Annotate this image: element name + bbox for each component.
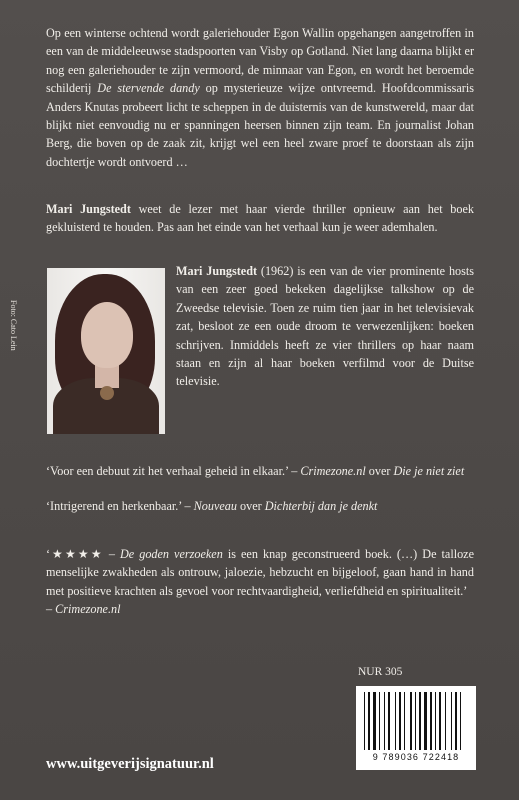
bio-text: (1962) is een van de vier prominente hosts van een zeer goed bekeken dagelijkse talkshow op de Zweedse televisie. Toen ze ruim tien jaar in het televisievak zat, besloot ze een oude droom te verwezenlijken: boeken schrijven. Inmiddels heeft ze vier thrillers op haar naam staan en zijn al haar boeken verfilmd voor de Duitse televisie. <box>176 264 474 389</box>
bio-author-name: Mari Jungstedt <box>176 264 258 278</box>
review-book-title: De goden verzoeken <box>119 547 223 561</box>
quote-connector: over <box>236 499 265 513</box>
author-name: Mari Jungstedt <box>46 202 131 216</box>
review-text: is een knap geconstrueerd boek. (…) De talloze menselijke zwakheden als ontrouw, jaloezie, hebzucht en bijgeloof, gaan hand in hand met positieve krachten als gevoel voor rechtvaardigheid, verliefdheid en spiritualiteit.’ <box>46 547 475 598</box>
author-intro-text: weet de lezer met haar vierde thriller opnieuw aan het boek gekluisterd te houden. Pas aan het einde van het verhaal kun je weer ademhalen. <box>46 202 474 235</box>
press-quote <box>46 497 474 515</box>
review-source: Crimezone.nl <box>55 602 121 617</box>
photo-credit: Foto: Cato Lein <box>9 300 18 351</box>
publisher-website[interactable]: www.uitgeverijsignatuur.nl <box>46 756 214 772</box>
author-photo <box>47 268 165 434</box>
author-intro-paragraph <box>46 200 474 237</box>
quote-text: ‘Voor een debuut zit het verhaal geheid in elkaar.’ – <box>46 464 301 478</box>
isbn-barcode <box>356 686 476 770</box>
quote-book-title: Dichterbij dan je denkt <box>264 499 378 513</box>
nur-code: NUR 305 <box>358 666 403 678</box>
synopsis-paragraph <box>46 24 474 171</box>
barcode-bars <box>364 692 468 750</box>
review-stars: ‘★★★★ – <box>46 547 120 561</box>
review-dash: – <box>46 602 56 617</box>
quote-source: Nouveau <box>193 499 237 513</box>
quote-source: Crimezone.nl <box>300 464 366 478</box>
quote-book-title: Die je niet ziet <box>393 464 465 478</box>
painting-title: De stervende dandy <box>97 81 200 96</box>
press-quote <box>46 462 474 480</box>
author-bio <box>176 262 474 391</box>
quote-text: ‘Intrigerend en herkenbaar.’ – <box>46 499 194 513</box>
synopsis-text-end: op mysterieuze wijze ontvreemd. Hoofdcommissaris Anders Knutas probeert licht te scheppen in de duisternis van de kunstwereld, maar dat blijkt niet eenvoudig nu er spanningen heersen binnen zijn team. En journalist Johan Berg, die boven op de zaak zit, krijgt wel een heel zware proef te doorstaan als zijn dochtertje wordt ontvoerd … <box>46 81 474 169</box>
review-quote <box>46 545 474 619</box>
isbn-number: 9 789036 722418 <box>372 752 460 762</box>
quote-connector: over <box>365 464 394 478</box>
synopsis-text-start: Op een winterse ochtend wordt galeriehouder Egon Wallin opgehangen aangetroffen in een van de middeleeuwse stadspoorten van Visby op Gotland. Niet lang daarna blijkt er nog een galeriehouder te zijn vermoord, de minnaar van Egon, en wordt het beroemde schilderij <box>46 26 474 96</box>
